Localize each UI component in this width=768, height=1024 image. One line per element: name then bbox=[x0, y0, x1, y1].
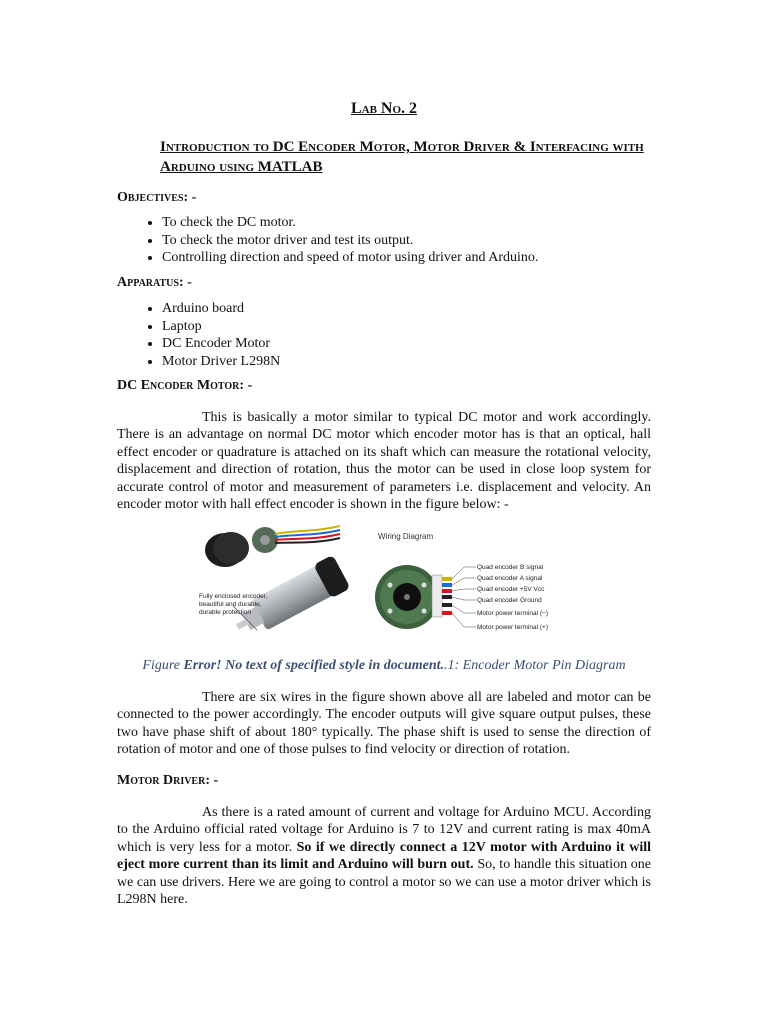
list-item: • Arduino board bbox=[162, 300, 280, 318]
encoder-heading: DC Encoder Motor: - bbox=[117, 378, 253, 393]
wiring-diagram bbox=[372, 525, 572, 650]
wire-label: Quad encoder B signal bbox=[477, 564, 544, 571]
wiring-title: Wiring Diagram bbox=[378, 532, 434, 541]
driver-heading: Motor Driver: - bbox=[117, 773, 219, 788]
driver-warning: So if we directly connect a 12V motor with Arduino it will eject more current than its limit and Arduino will burn out. bbox=[117, 839, 651, 873]
wire-label: Quad encoder +5V Vcc bbox=[477, 586, 545, 593]
wire-label: Motor power terminal (+) bbox=[477, 624, 548, 631]
list-item: • Motor Driver L298N bbox=[162, 353, 280, 371]
objectives-list bbox=[140, 214, 538, 267]
apparatus-list bbox=[140, 300, 280, 370]
encoder-motor-image bbox=[195, 520, 370, 650]
list-item: • Laptop bbox=[162, 318, 280, 336]
apparatus-heading: Apparatus: - bbox=[117, 275, 192, 290]
figure-caption: Figure Error! No text of specified style in document..1: Encoder Motor Pin Diagram bbox=[142, 658, 626, 673]
encoder-paragraph-2: There are six wires in the figure shown above all are labeled and motor can be connected to the power accordingly. The encoder outputs will give square output pulses, these two have phase shift of about 180° typically. The phase shift is used to sense the direction of rotation of motor and one of those pulses to find velocity or direction of rotation. bbox=[117, 690, 651, 758]
caption-error: Error! No text of specified style in document. bbox=[183, 658, 445, 673]
page-subtitle: Introduction to DC Encoder Motor, Motor Driver & Interfacing with Arduino using MATLAB bbox=[160, 139, 644, 175]
objectives-heading: Objectives: - bbox=[117, 190, 197, 205]
wire-label: Quad encoder A signal bbox=[477, 575, 543, 582]
motor-label-2: beautiful and durable, bbox=[199, 601, 262, 608]
encoder-paragraph: This is basically a motor similar to typical DC motor and work accordingly. There is an advantage on normal DC motor which encoder motor has is that an optical, hall effect encoder or quadrature is attached on its shaft which can measure the rotational velocity, displacement and direction of rotation, thus the motor can be used in close loop system for accurate control of motor and measurement of parameters i.e. displacement and velocity. An encoder motor with hall effect encoder is shown in the figure below: - bbox=[117, 410, 651, 513]
wire-label: Motor power terminal (−) bbox=[477, 610, 548, 617]
list-item: • To check the DC motor. bbox=[162, 214, 538, 232]
list-item: • To check the motor driver and test its output. bbox=[162, 232, 538, 250]
list-item: • DC Encoder Motor bbox=[162, 335, 280, 353]
motor-label-3: durable protection bbox=[199, 609, 252, 616]
wire-label: Quad encoder Ground bbox=[477, 597, 542, 604]
page-title: Lab No. 2 bbox=[350, 100, 418, 117]
motor-label-1: Fully enclosed encoder, bbox=[199, 593, 268, 600]
driver-paragraph: As there is a rated amount of current and voltage for Arduino MCU. According to the Arduino official rated voltage for Arduino is 7 to 12V and current rating is max 40mA which is very less for a motor. So if we directly connect a 12V motor with Arduino it will eject more current than its limit and Arduino will burn out. So, to handle this situation one we can use drivers. Here we are going to control a motor so we can use a motor driver which is L298N here. bbox=[117, 805, 652, 908]
list-item: • Controlling direction and speed of motor using driver and Arduino. bbox=[162, 249, 538, 267]
